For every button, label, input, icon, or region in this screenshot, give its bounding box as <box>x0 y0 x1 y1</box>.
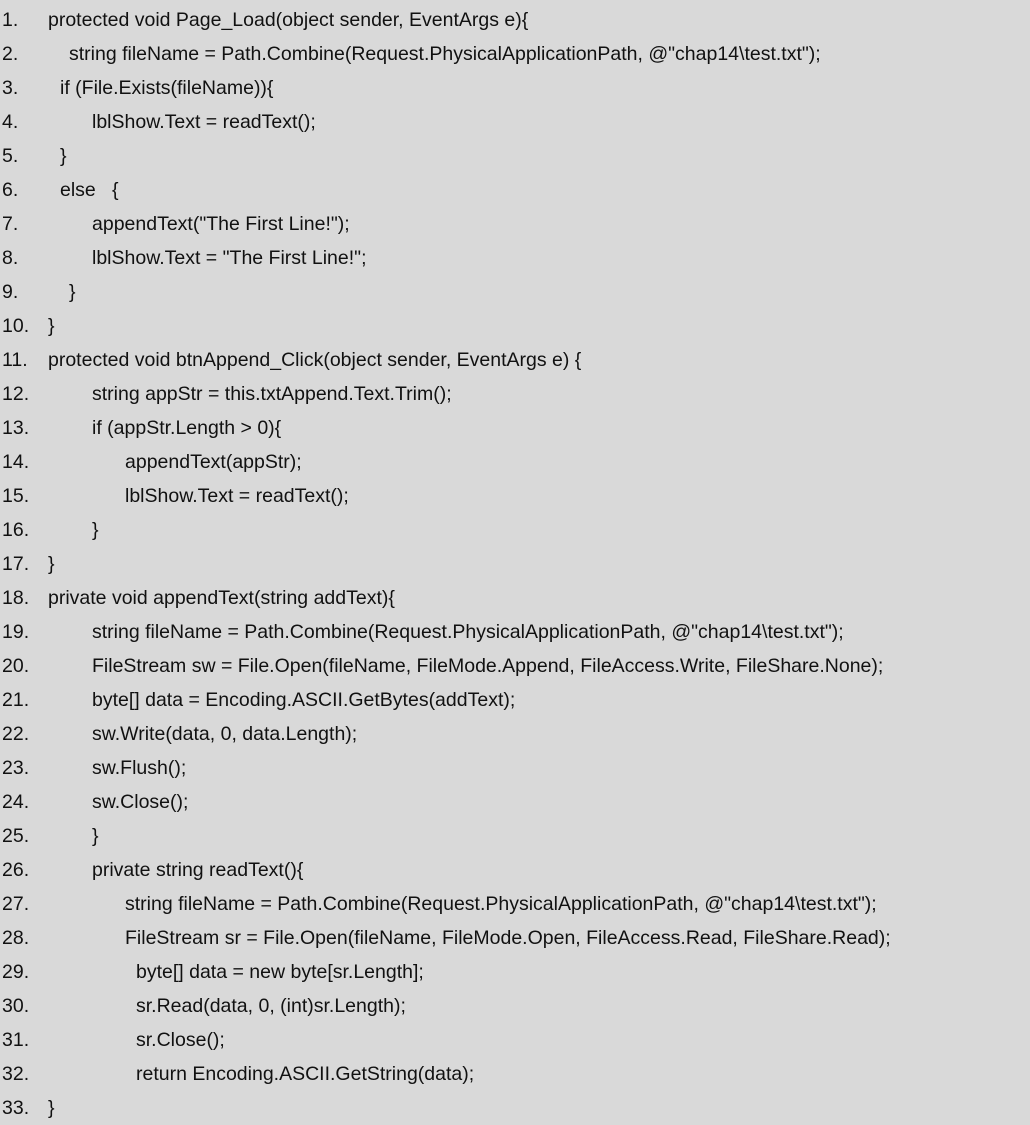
line-number: 7. <box>2 213 19 235</box>
code-line <box>0 785 1030 819</box>
code-line <box>0 207 1030 241</box>
code-line <box>0 1023 1030 1057</box>
line-text: FileStream sr = File.Open(fileName, FileMode.Open, FileAccess.Read, FileShare.Read); <box>125 927 891 949</box>
line-text: private void appendText(string addText){ <box>48 587 395 609</box>
line-number: 2. <box>2 43 19 65</box>
line-text: appendText(appStr); <box>125 451 302 473</box>
line-number: 30. <box>2 995 30 1017</box>
line-number: 20. <box>2 655 30 677</box>
line-text: } <box>48 1097 55 1119</box>
code-line <box>0 275 1030 309</box>
line-number: 4. <box>2 111 19 133</box>
line-number: 21. <box>2 689 30 711</box>
line-text: string fileName = Path.Combine(Request.PhysicalApplicationPath, @"chap14\test.txt"); <box>125 893 877 915</box>
code-line <box>0 853 1030 887</box>
code-line <box>0 445 1030 479</box>
line-number: 8. <box>2 247 19 269</box>
line-text: string appStr = this.txtAppend.Text.Trim(); <box>92 383 452 405</box>
code-line <box>0 71 1030 105</box>
line-number: 9. <box>2 281 19 303</box>
code-line <box>0 241 1030 275</box>
code-line <box>0 683 1030 717</box>
line-number: 14. <box>2 451 30 473</box>
line-number: 28. <box>2 927 30 949</box>
code-line <box>0 887 1030 921</box>
code-line <box>0 615 1030 649</box>
line-text: } <box>48 553 55 575</box>
line-text: protected void Page_Load(object sender, EventArgs e){ <box>48 9 529 31</box>
line-text: } <box>92 825 99 847</box>
code-line <box>0 717 1030 751</box>
line-number: 32. <box>2 1063 30 1085</box>
line-text: string fileName = Path.Combine(Request.PhysicalApplicationPath, @"chap14\test.txt"); <box>69 43 821 65</box>
line-number: 23. <box>2 757 30 779</box>
code-line <box>0 513 1030 547</box>
line-text: FileStream sw = File.Open(fileName, FileMode.Append, FileAccess.Write, FileShare.None); <box>92 655 884 677</box>
code-line <box>0 649 1030 683</box>
code-line <box>0 989 1030 1023</box>
code-line <box>0 105 1030 139</box>
code-line <box>0 1057 1030 1091</box>
code-line <box>0 139 1030 173</box>
code-line <box>0 37 1030 71</box>
line-number: 22. <box>2 723 30 745</box>
line-text: private string readText(){ <box>92 859 304 881</box>
code-line <box>0 309 1030 343</box>
code-line <box>0 377 1030 411</box>
line-number: 16. <box>2 519 30 541</box>
line-number: 27. <box>2 893 30 915</box>
code-line <box>0 547 1030 581</box>
line-number: 5. <box>2 145 19 167</box>
code-line <box>0 581 1030 615</box>
code-line <box>0 819 1030 853</box>
code-line <box>0 1091 1030 1125</box>
code-line <box>0 173 1030 207</box>
line-number: 18. <box>2 587 30 609</box>
line-number: 15. <box>2 485 30 507</box>
code-line <box>0 411 1030 445</box>
code-line <box>0 921 1030 955</box>
line-text: sr.Close(); <box>136 1029 225 1051</box>
line-text: return Encoding.ASCII.GetString(data); <box>136 1063 475 1085</box>
line-number: 29. <box>2 961 30 983</box>
line-number: 6. <box>2 179 19 201</box>
code-line <box>0 955 1030 989</box>
line-text: string fileName = Path.Combine(Request.PhysicalApplicationPath, @"chap14\test.txt"); <box>92 621 844 643</box>
line-number: 26. <box>2 859 30 881</box>
line-text: if (File.Exists(fileName)){ <box>60 77 274 99</box>
line-number: 24. <box>2 791 30 813</box>
code-listing <box>0 3 1030 1125</box>
line-text: lblShow.Text = readText(); <box>125 485 349 507</box>
line-text: if (appStr.Length > 0){ <box>92 417 282 439</box>
line-text: sw.Close(); <box>92 791 189 813</box>
line-text: sw.Flush(); <box>92 757 187 779</box>
line-text: } <box>48 315 55 337</box>
line-text: } <box>69 281 76 303</box>
line-text: else { <box>60 179 119 201</box>
line-number: 13. <box>2 417 30 439</box>
line-number: 11. <box>2 349 28 371</box>
line-number: 17. <box>2 553 30 575</box>
line-text: protected void btnAppend_Click(object sender, EventArgs e) { <box>48 349 582 371</box>
code-line <box>0 479 1030 513</box>
line-text: byte[] data = new byte[sr.Length]; <box>136 961 424 983</box>
line-text: sw.Write(data, 0, data.Length); <box>92 723 358 745</box>
line-number: 25. <box>2 825 30 847</box>
line-text: } <box>60 145 67 167</box>
line-number: 31. <box>2 1029 30 1051</box>
line-number: 10. <box>2 315 30 337</box>
line-number: 3. <box>2 77 19 99</box>
line-text: appendText("The First Line!"); <box>92 213 350 235</box>
line-text: lblShow.Text = "The First Line!"; <box>92 247 367 269</box>
line-number: 19. <box>2 621 30 643</box>
line-text: } <box>92 519 99 541</box>
line-number: 12. <box>2 383 30 405</box>
code-line <box>0 343 1030 377</box>
code-line <box>0 3 1030 37</box>
line-number: 33. <box>2 1097 30 1119</box>
code-line <box>0 751 1030 785</box>
line-text: lblShow.Text = readText(); <box>92 111 316 133</box>
line-number: 1. <box>2 9 19 31</box>
line-text: sr.Read(data, 0, (int)sr.Length); <box>136 995 406 1017</box>
line-text: byte[] data = Encoding.ASCII.GetBytes(addText); <box>92 689 516 711</box>
